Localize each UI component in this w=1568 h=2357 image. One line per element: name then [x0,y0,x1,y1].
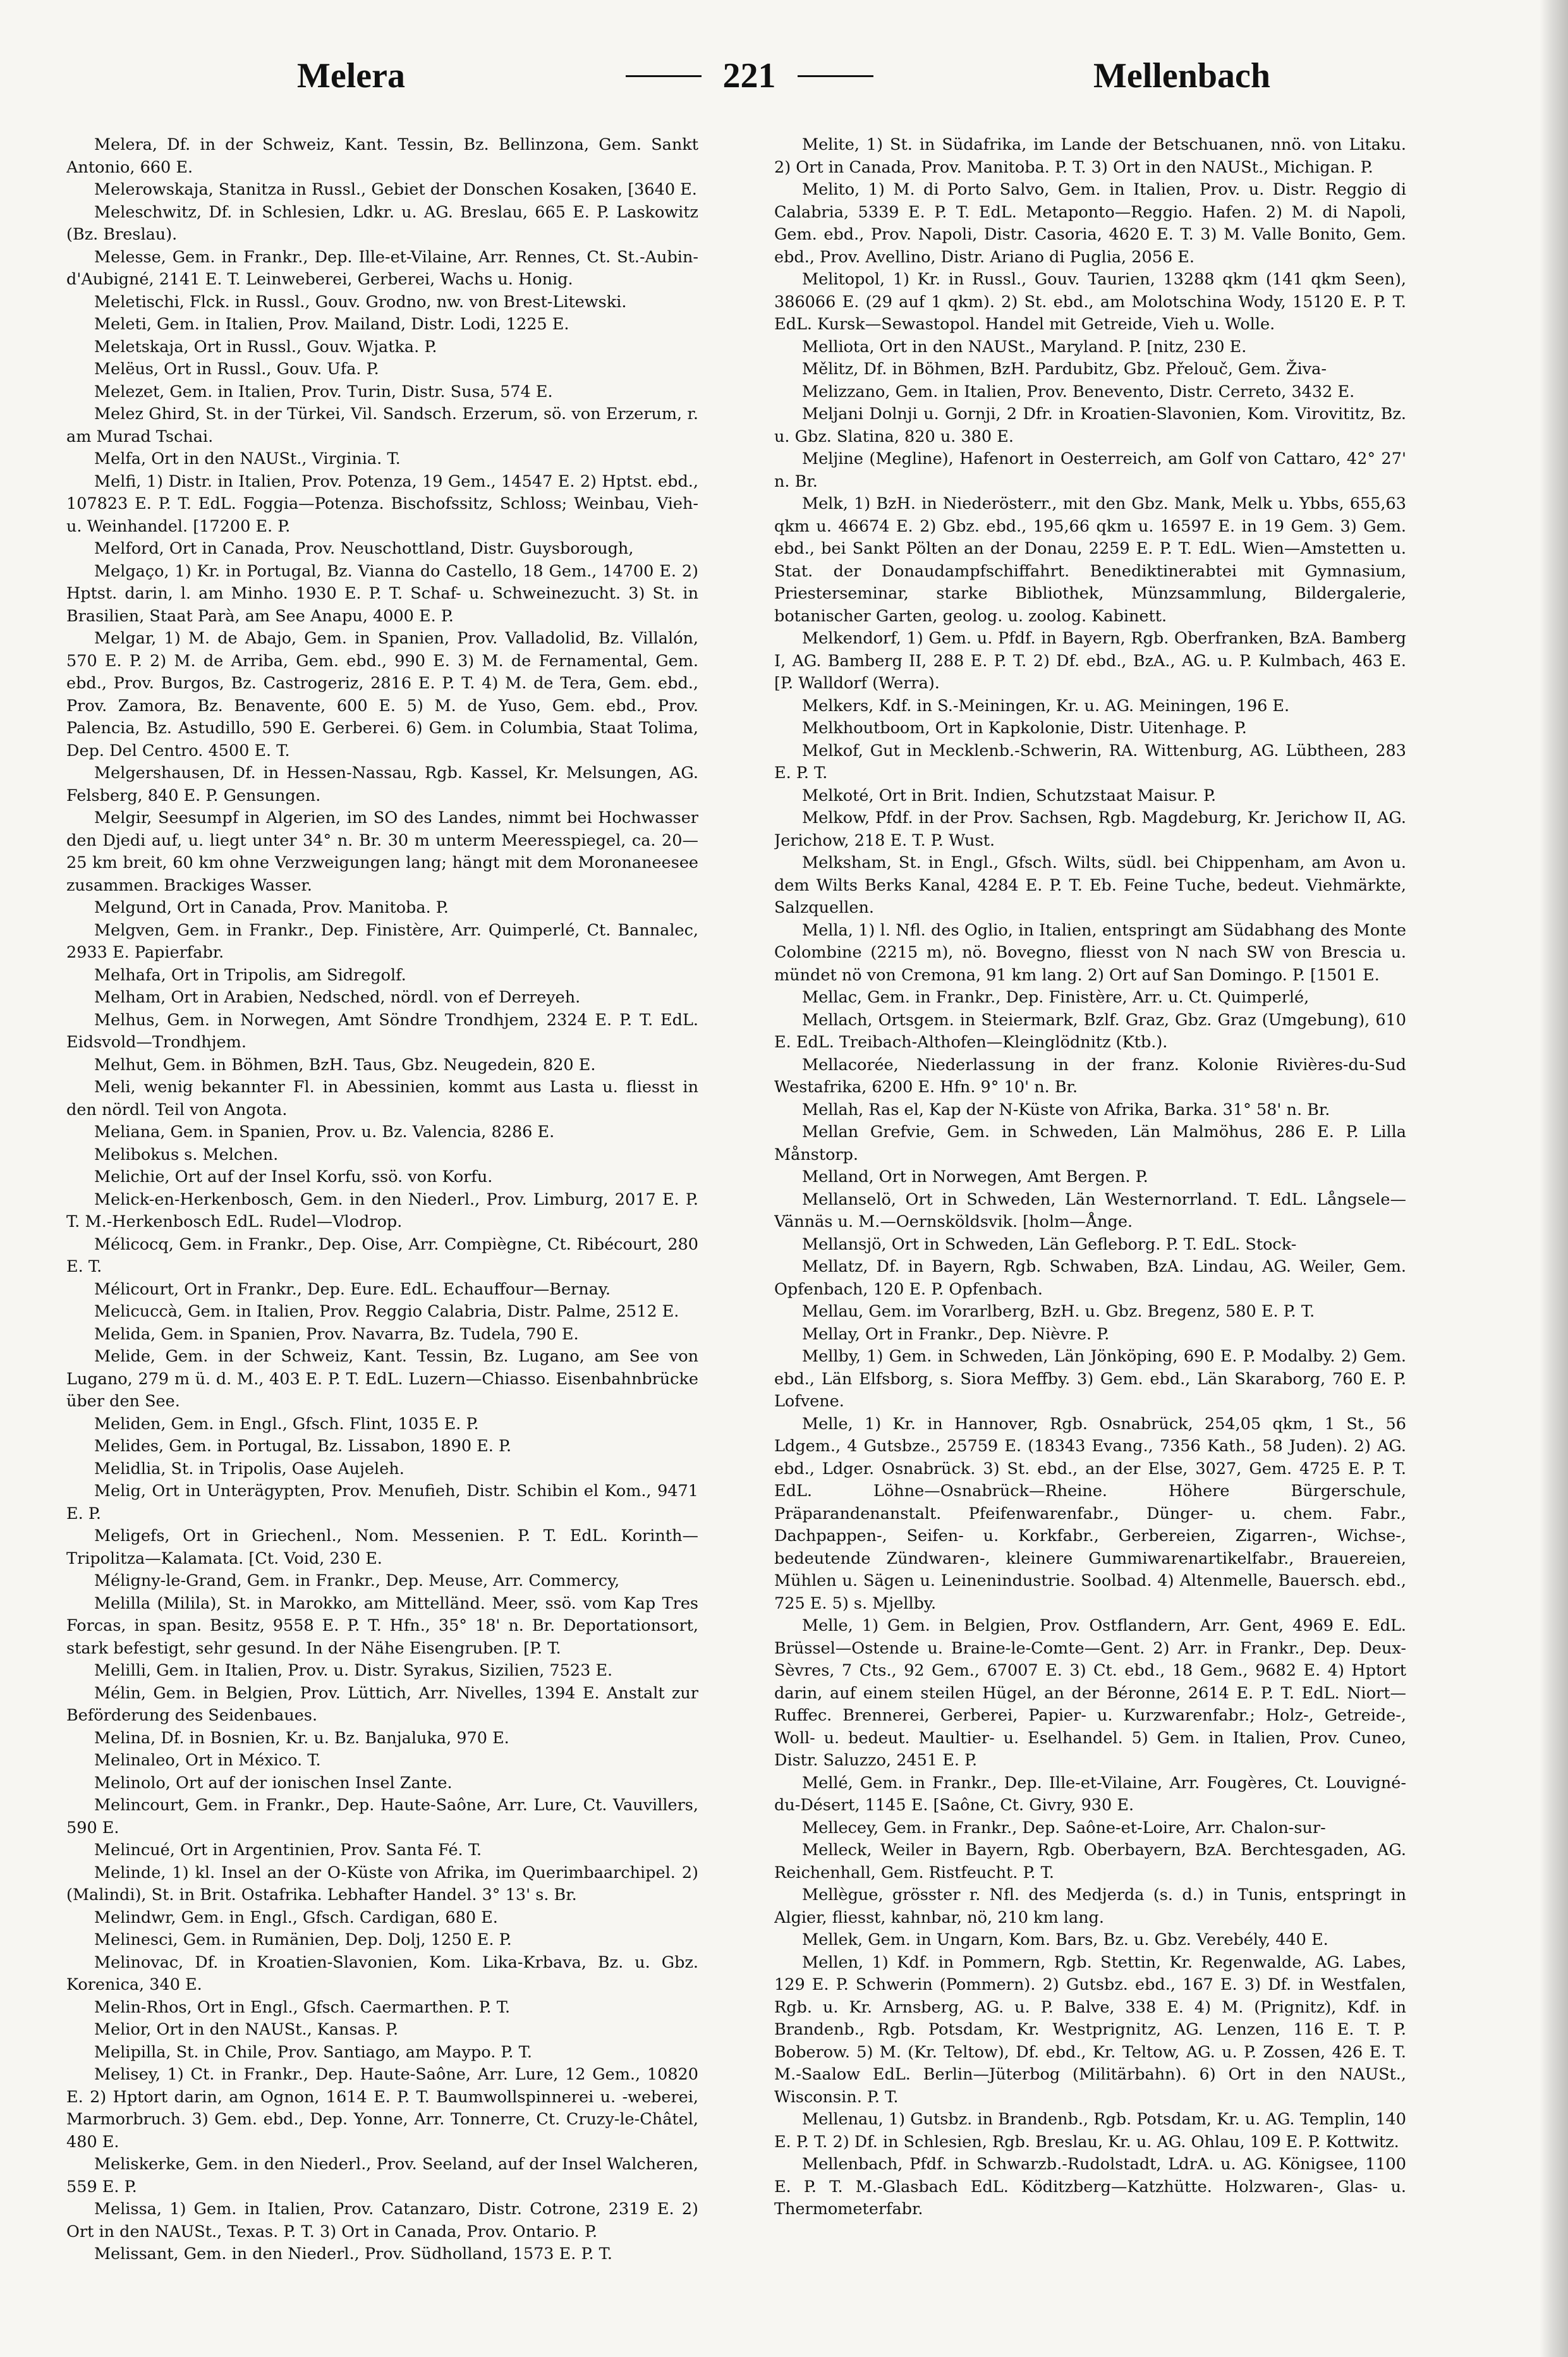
dictionary-entry: Mellatz, Df. in Bayern, Rgb. Schwaben, BzA. Lindau, AG. Weiler, Gem. Opfenbach, 120 E. P. Opfenbach. [774,1257,1406,1299]
dictionary-entry: Mélin, Gem. in Belgien, Prov. Lüttich, Arr. Nivelles, 1394 E. Anstalt zur Beförderung des Seidenbaues. [66,1683,698,1725]
dictionary-entry: Mellacorée, Niederlassung in der franz. Kolonie Rivières-du-Sud Westafrika, 6200 E. Hfn. 9° 10' n. Br. [774,1055,1406,1097]
dictionary-entry: Mellenau, 1) Gutsbz. in Brandenb., Rgb. Potsdam, Kr. u. AG. Templin, 140 E. P. T. 2) Df. in Schlesien, Rgb. Breslau, Kr. u. AG. Ohlau, 109 E. P. Kottwitz. [774,2110,1406,2152]
dictionary-entry: Melham, Ort in Arabien, Nedsched, nördl. von ef Derreyeh. [94,988,581,1007]
dictionary-entry: Melidlia, St. in Tripolis, Oase Aujeleh. [94,1459,404,1478]
dictionary-entry: Meletischi, Flck. in Russl., Gouv. Grodno, nw. von Brest-Litewski. [94,292,627,312]
dictionary-entry: Melerowskaja, Stanitza in Russl., Gebiet der Donschen Kosaken, [3640 E. [94,180,697,199]
dictionary-entry: Mellah, Ras el, Kap der N-Küste von Afrika, Barka. 31° 58' n. Br. [802,1100,1330,1119]
dictionary-entry: Meliskerke, Gem. in den Niederl., Prov. Seeland, auf der Insel Walcheren, 559 E. P. [66,2155,698,2196]
dictionary-entry: Mélicourt, Ort in Frankr., Dep. Eure. EdL. Echauffour—Bernay. [94,1279,611,1299]
dictionary-entry: Melincourt, Gem. in Frankr., Dep. Haute-Saône, Arr. Lure, Ct. Vauvillers, 590 E. [66,1796,698,1837]
header-rule-left [626,75,702,77]
dictionary-entry: Méligny-le-Grand, Gem. in Frankr., Dep. Meuse, Arr. Commercy, [94,1571,620,1590]
dictionary-entry: Melick-en-Herkenbosch, Gem. in den Niederl., Prov. Limburg, 2017 E. P. T. M.-Herkenbosch EdL. Rudel—Vlodrop. [66,1190,698,1231]
dictionary-entry: Meljine (Megline), Hafenort in Oesterreich, am Golf von Cattaro, 42° 27' n. Br. [774,449,1406,491]
dictionary-entry: Melliota, Ort in den NAUSt., Maryland. P. [nitz, 230 E. [802,337,1247,356]
dictionary-entry: Melide, Gem. in der Schweiz, Kant. Tessin, Bz. Lugano, am See von Lugano, 279 m ü. d. M., 403 E. P. T. EdL. Luzern—Chiasso. Eisenbahnbrücke über den See. [66,1347,698,1411]
dictionary-entry: Melitopol, 1) Kr. in Russl., Gouv. Taurien, 13288 qkm (141 qkm Seen), 386066 E. (29 auf 1 qkm). 2) St. ebd., am Molotschina Wody, 15120 E. P. T. EdL. Kursk—Sewastopol. Handel mit Getreide, Vieh u. Wolle. [774,270,1406,334]
header-rule-right [798,75,873,77]
dictionary-entry: Melinesci, Gem. in Rumänien, Dep. Dolj, 1250 E. P. [94,1930,512,1949]
page-number: 221 [722,56,776,95]
dictionary-entry: Melinovac, Df. in Kroatien-Slavonien, Kom. Lika-Krbava, Bz. u. Gbz. Korenica, 340 E. [66,1952,698,1994]
dictionary-entry: Melhus, Gem. in Norwegen, Amt Söndre Trondhjem, 2324 E. P. T. EdL. Eidsvold—Trondhjem. [66,1010,698,1052]
dictionary-entry: Mellègue, grösster r. Nfl. des Medjerda (s. d.) in Tunis, entspringt in Algier, fliesst, kahnbar, nö, 210 km lang. [774,1885,1406,1927]
page-header [297,44,1270,107]
dictionary-entry: Melinaleo, Ort in México. T. [94,1751,321,1770]
dictionary-entry: Melhut, Gem. in Böhmen, BzH. Taus, Gbz. Neugedein, 820 E. [94,1055,596,1075]
dictionary-entry: Meleschwitz, Df. in Schlesien, Ldkr. u. AG. Breslau, 665 E. P. Laskowitz (Bz. Breslau). [66,202,698,244]
dictionary-entry: Melland, Ort in Norwegen, Amt Bergen. P. [802,1167,1148,1186]
dictionary-entry: Meli, wenig bekannter Fl. in Abessinien, kommt aus Lasta u. fliesst in den nördl. Teil von Angota. [66,1078,698,1119]
dictionary-entry: Melilla (Milila), St. in Marokko, am Mittelländ. Meer, ssö. vom Kap Tres Forcas, in span. Besitz, 9558 E. P. T. Hfn., 35° 18' n. Br. Deportationsort, stark befestigt, sehr gesund. In der Nähe Eisengruben. [P. T. [66,1593,698,1658]
page-edge-shadow [1540,0,1568,2357]
dictionary-entry: Mellach, Ortsgem. in Steiermark, Bzlf. Graz, Gbz. Graz (Umgebung), 610 E. EdL. Treibach-Althofen—Kleinglödnitz (Ktb.). [774,1010,1406,1052]
dictionary-entry: Melindwr, Gem. in Engl., Gfsch. Cardigan, 680 E. [94,1908,498,1927]
dictionary-entry: Melida, Gem. in Spanien, Prov. Navarra, Bz. Tudela, 790 E. [94,1324,579,1344]
dictionary-entry: Melgar, 1) M. de Abajo, Gem. in Spanien, Prov. Valladolid, Bz. Villalón, 570 E. P. 2) M. de Arriba, Gem. ebd., 990 E. 3) M. de Fernamental, Gem. ebd., Prov. Burgos, Bz. Castrogeriz, 2816 E. P. T. 4) M. de Tera, Gem. ebd., Prov. Zamora, Bz. Benavente, 600 E. 5) M. de Yuso, Gem. ebd., Prov. Palencia, Bz. Astudillo, 590 E. Gerberei. 6) Gem. in Columbia, Staat Tolima, Dep. Del Centro. 4500 E. T. [66,629,698,760]
dictionary-entry: Melinde, 1) kl. Insel an der O-Küste von Afrika, im Querimbaarchipel. 2) (Malindi), St. in Brit. Ostafrika. Lebhafter Handel. 3° 13' s. Br. [66,1863,698,1904]
dictionary-entry: Melior, Ort in den NAUSt., Kansas. P. [94,2020,399,2039]
header-right-word: Mellenbach [1093,56,1270,95]
dictionary-entry: Melleck, Weiler in Bayern, Rgb. Oberbayern, BzA. Berchtesgaden, AG. Reichenhall, Gem. Ristfeucht. P. T. [774,1841,1406,1882]
dictionary-entry: Melin-Rhos, Ort in Engl., Gfsch. Caermarthen. P. T. [94,1997,511,2017]
dictionary-entry: Meligefs, Ort in Griechenl., Nom. Messenien. P. T. EdL. Korinth—Tripolitza—Kalamata. [Ct. Void, 230 E. [66,1526,698,1568]
dictionary-entry: Melksham, St. in Engl., Gfsch. Wilts, südl. bei Chippenham, am Avon u. dem Wilts Berks Kanal, 4284 E. P. T. Eb. Feine Tuche, bedeut. Viehmärkte, Salzquellen. [774,853,1406,917]
dictionary-entry: Melk, 1) BzH. in Niederösterr., mit den Gbz. Mank, Melk u. Ybbs, 655,63 qkm u. 46674 E. 2) Gbz. ebd., 195,66 qkm u. 16597 E. in 19 Gem. 3) Gem. ebd., bei Sankt Pölten an der Donau, 2259 E. P. T. EdL. Wien—Amstetten u. Stat. der Donaudampfschiffahrt. Benediktinerabtei mit Gymnasium, Priesterseminar, starke Bibliothek, Münzsammlung, Bildergalerie, botanischer Garten, geolog. u. zoolog. Kabinett. [774,494,1406,626]
dictionary-entry: Melesse, Gem. in Frankr., Dep. Ille-et-Vilaine, Arr. Rennes, Ct. St.-Aubin-d'Aubigné, 2141 E. T. Leinweberei, Gerberei, Wachs u. Honig. [66,247,698,289]
dictionary-entry: Melhafa, Ort in Tripolis, am Sidregolf. [94,965,406,985]
dictionary-entry: Melgven, Gem. in Frankr., Dep. Finistère, Arr. Quimperlé, Ct. Bannalec, 2933 E. Papierfabr. [66,920,698,962]
dictionary-entry: Melibokus s. Melchen. [94,1145,279,1164]
dictionary-entry: Melkow, Pfdf. in der Prov. Sachsen, Rgb. Magdeburg, Kr. Jerichow II, AG. Jerichow, 218 E. T. P. Wust. [774,808,1406,850]
dictionary-entry: Mellac, Gem. in Frankr., Dep. Finistère, Arr. u. Ct. Quimperlé, [802,988,1310,1007]
dictionary-entry: Melezet, Gem. in Italien, Prov. Turin, Distr. Susa, 574 E. [94,382,553,401]
dictionary-entry: Melkhoutboom, Ort in Kapkolonie, Distr. Uitenhage. P. [802,719,1247,738]
dictionary-entry: Melinolo, Ort auf der ionischen Insel Zante. [94,1773,453,1793]
dictionary-entry: Melisey, 1) Ct. in Frankr., Dep. Haute-Saône, Arr. Lure, 12 Gem., 10820 E. 2) Hptort darin, am Ognon, 1614 E. P. T. Baumwollspinnerei u. -weberei, Marmorbruch. 3) Gem. ebd., Dep. Yonne, Arr. Tonnerre, Ct. Cruzy-le-Châtel, 480 E. [66,2065,698,2152]
dictionary-entry: Melera, Df. in der Schweiz, Kant. Tessin, Bz. Bellinzona, Gem. Sankt Antonio, 660 E. [66,135,698,177]
dictionary-entry: Melipilla, St. in Chile, Prov. Santiago, am Maypo. P. T. [94,2042,532,2062]
dictionary-entry: Melëus, Ort in Russl., Gouv. Ufa. P. [94,360,379,379]
dictionary-entry: Melford, Ort in Canada, Prov. Neuschottland, Distr. Guysborough, [94,539,634,558]
dictionary-entry: Melgund, Ort in Canada, Prov. Manitoba. P. [94,898,449,917]
dictionary-entry: Melichie, Ort auf der Insel Korfu, ssö. von Korfu. [94,1167,493,1186]
left-column [66,134,698,2327]
dictionary-entry: Melle, 1) Gem. in Belgien, Prov. Ostflandern, Arr. Gent, 4969 E. EdL. Brüssel—Ostende u. Braine-le-Comte—Gent. 2) Arr. in Frankr., Dep. Deux-Sèvres, 7 Cts., 92 Gem., 67007 E. 3) Ct. ebd., 18 Gem., 9682 E. 4) Hptort darin, auf einem steilen Hügel, an der Béronne, 2614 E. P. T. EdL. Niort—Ruffec. Brennerei, Gerberei, Papier- u. Kurzwarenfabr.; Holz-, Getreide-, Woll- u. bedeut. Maultier- u. Eselhandel. 5) Gem. in Italien, Prov. Cuneo, Distr. Saluzzo, 2451 E. P. [774,1616,1406,1770]
dictionary-entry: Melincué, Ort in Argentinien, Prov. Santa Fé. T. [94,1841,482,1860]
dictionary-entry: Melissant, Gem. in den Niederl., Prov. Südholland, 1573 E. P. T. [94,2244,613,2263]
dictionary-entry: Melgershausen, Df. in Hessen-Nassau, Rgb. Kassel, Kr. Melsungen, AG. Felsberg, 840 E. P. Gensungen. [66,764,698,805]
dictionary-entry: Melig, Ort in Unterägypten, Prov. Menufieh, Distr. Schibin el Kom., 9471 E. P. [66,1482,698,1523]
dictionary-entry: Melfi, 1) Distr. in Italien, Prov. Potenza, 19 Gem., 14547 E. 2) Hptst. ebd., 107823 E. P. T. EdL. Foggia—Potenza. Bischofssitz, Schloss; Weinbau, Vieh- u. Weinhandel. [17200 E. P. [66,472,698,536]
dictionary-entry: Melicuccà, Gem. in Italien, Prov. Reggio Calabria, Distr. Palme, 2512 E. [94,1302,679,1321]
right-column [774,134,1406,2327]
dictionary-entry: Melissa, 1) Gem. in Italien, Prov. Catanzaro, Distr. Cotrone, 2319 E. 2) Ort in den NAUSt., Texas. P. T. 3) Ort in Canada, Prov. Ontario. P. [66,2200,698,2241]
dictionary-entry: Meljani Dolnji u. Gornji, 2 Dfr. in Kroatien-Slavonien, Kom. Virovititz, Bz. u. Gbz. Slatina, 820 u. 380 E. [774,405,1406,446]
dictionary-entry: Melito, 1) M. di Porto Salvo, Gem. in Italien, Prov. u. Distr. Reggio di Calabria, 5339 E. P. T. EdL. Metaponto—Reggio. Hafen. 2) M. di Napoli, Gem. ebd., Prov. Napoli, Distr. Casoria, 4620 E. T. 3) M. Valle Bonito, Gem. ebd., Prov. Avellino, Distr. Ariano di Puglia, 2056 E. [774,180,1406,267]
dictionary-entry: Melkendorf, 1) Gem. u. Pfdf. in Bayern, Rgb. Oberfranken, BzA. Bamberg I, AG. Bamberg II, 288 E. P. T. 2) Df. ebd., BzA., AG. u. P. Kulmbach, 463 E. [P. Walldorf (Werra). [774,629,1406,693]
dictionary-entry: Meliana, Gem. in Spanien, Prov. u. Bz. Valencia, 8286 E. [94,1123,555,1142]
header-page-number-group [626,56,873,96]
dictionary-entry: Melgaço, 1) Kr. in Portugal, Bz. Vianna do Castello, 18 Gem., 14700 E. 2) Hptst. darin, l. am Minho. 1930 E. P. T. Schaf- u. Schweinezucht. 3) St. in Brasilien, Staat Parà, am See Anapu, 4000 E. P. [66,561,698,626]
dictionary-entry: Melides, Gem. in Portugal, Bz. Lissabon, 1890 E. P. [94,1437,512,1456]
dictionary-entry: Melez Ghird, St. in der Türkei, Vil. Sandsch. Erzerum, sö. von Erzerum, r. am Murad Tschai. [66,405,698,446]
dictionary-entry: Mellby, 1) Gem. in Schweden, Län Jönköping, 690 E. P. Modalby. 2) Gem. ebd., Län Elfsborg, s. Siora Meffby. 3) Gem. ebd., Län Skaraborg, 760 E. P. Lofvene. [774,1347,1406,1411]
dictionary-entry: Mellé, Gem. in Frankr., Dep. Ille-et-Vilaine, Arr. Fougères, Ct. Louvigné-du-Désert, 1145 E. [Saône, Ct. Givry, 930 E. [774,1773,1406,1815]
dictionary-entry: Mellenbach, Pfdf. in Schwarzb.-Rudolstadt, LdrA. u. AG. Königsee, 1100 E. P. T. M.-Glasbach EdL. Köditzberg—Katzhütte. Holzwaren-, Glas- u. Thermometerfabr. [774,2155,1406,2219]
dictionary-entry: Mellek, Gem. in Ungarn, Kom. Bars, Bz. u. Gbz. Verebély, 440 E. [802,1930,1328,1949]
dictionary-entry: Melite, 1) St. in Südafrika, im Lande der Betschuanen, nnö. von Litaku. 2) Ort in Canada, Prov. Manitoba. P. T. 3) Ort in den NAUSt., Michigan. P. [774,135,1406,177]
dictionary-entry: Mella, 1) l. Nfl. des Oglio, in Italien, entspringt am Südabhang des Monte Colombine (2215 m), nö. Bovegno, fliesst von N nach SW von Brescia u. mündet nö von Cremona, 91 km lang. 2) Ort auf San Domingo. P. [1501 E. [774,920,1406,985]
dictionary-entry: Melkers, Kdf. in S.-Meiningen, Kr. u. AG. Meiningen, 196 E. [802,696,1290,716]
dictionary-entry: Mellansjö, Ort in Schweden, Län Gefleborg. P. T. EdL. Stock- [802,1234,1297,1254]
dictionary-entry: Melilli, Gem. in Italien, Prov. u. Distr. Syrakus, Sizilien, 7523 E. [94,1661,613,1680]
dictionary-entry: Mellen, 1) Kdf. in Pommern, Rgb. Stettin, Kr. Regenwalde, AG. Labes, 129 E. P. Schwerin (Pommern). 2) Gutsbz. ebd., 167 E. 3) Df. in Westfalen, Rgb. u. Kr. Arnsberg, AG. u. P. Balve, 338 E. 4) M. (Prignitz), Kdf. in Brandenb., Rgb. Potsdam, Kr. Westprignitz, AG. Lenzen, 116 E. T. P. Boberow. 5) M. (Kr. Teltow), Df. ebd., Kr. Teltow, AG. u. P. Zossen, 426 E. T. M.-Saalow EdL. Berlin—Jüterbog (Militärbahn). 6) Ort in den NAUSt., Wisconsin. P. T. [774,1952,1406,2107]
dictionary-entry: Melizzano, Gem. in Italien, Prov. Benevento, Distr. Cerreto, 3432 E. [802,382,1355,401]
dictionary-entry: Mélicocq, Gem. in Frankr., Dep. Oise, Arr. Compiègne, Ct. Ribécourt, 280 E. T. [66,1234,698,1276]
dictionary-entry: Melle, 1) Kr. in Hannover, Rgb. Osnabrück, 254,05 qkm, 1 St., 56 Ldgem., 4 Gutsbze., 25759 E. (18343 Evang., 7356 Kath., 58 Juden). 2) AG. ebd., Ldger. Osnabrück. 3) St. ebd., an der Else, 3027, Gem. 4725 E. P. T. EdL. Löhne—Osnabrück—Rheine. Höhere Bürgerschule, Präparandenanstalt. Pfeifenwarenfabr., Dünger- u. chem. Fabr., Dachpappen-, Seifen- u. Korkfabr., Gerbereien, Zigarren-, Wichse-, bedeutende Zündwaren-, kleinere Gummiwarenartikelfabr., Brauereien, Mühlen u. Sägen u. Leinenindustrie. Soolbad. 4) Altenmelle, Bauersch. ebd., 725 E. 5) s. Mjellby. [774,1414,1406,1613]
header-left-word: Melera [297,56,405,95]
dictionary-entry: Meletskaja, Ort in Russl., Gouv. Wjatka. P. [94,337,437,356]
dictionary-entry: Melkof, Gut in Mecklenb.-Schwerin, RA. Wittenburg, AG. Lübtheen, 283 E. P. T. [774,741,1406,783]
dictionary-entry: Mellay, Ort in Frankr., Dep. Nièvre. P. [802,1324,1110,1344]
dictionary-entry: Mellanselö, Ort in Schweden, Län Westernorrland. T. EdL. Långsele—Vännäs u. M.—Oernsköldsvik. [holm—Ånge. [774,1190,1406,1231]
dictionary-entry: Mellan Grefvie, Gem. in Schweden, Län Malmöhus, 286 E. P. Lilla Månstorp. [774,1123,1406,1164]
dictionary-entry: Mellecey, Gem. in Frankr., Dep. Saône-et-Loire, Arr. Chalon-sur- [802,1818,1326,1837]
dictionary-entry: Melgir, Seesumpf in Algerien, im SO des Landes, nimmt bei Hochwasser den Djedi auf, u. liegt unter 34° n. Br. 30 m unterm Meeresspiegel, ca. 20—25 km breit, 60 km ohne Verzweigungen lang; hängt mit dem Moronaneesee zusammen. Brackiges Wasser. [66,808,698,895]
dictionary-entry: Meleti, Gem. in Italien, Prov. Mailand, Distr. Lodi, 1225 E. [94,315,569,334]
dictionary-entry: Mělitz, Df. in Böhmen, BzH. Pardubitz, Gbz. Přelouč, Gem. Živa- [802,360,1327,379]
dictionary-entry: Melkoté, Ort in Brit. Indien, Schutzstaat Maisur. P. [802,786,1217,805]
dictionary-entry: Melfa, Ort in den NAUSt., Virginia. T. [94,449,401,468]
dictionary-entry: Melina, Df. in Bosnien, Kr. u. Bz. Banjaluka, 970 E. [94,1728,509,1748]
dictionary-entry: Mellau, Gem. im Vorarlberg, BzH. u. Gbz. Bregenz, 580 E. P. T. [802,1302,1315,1321]
dictionary-entry: Meliden, Gem. in Engl., Gfsch. Flint, 1035 E. P. [94,1414,479,1434]
